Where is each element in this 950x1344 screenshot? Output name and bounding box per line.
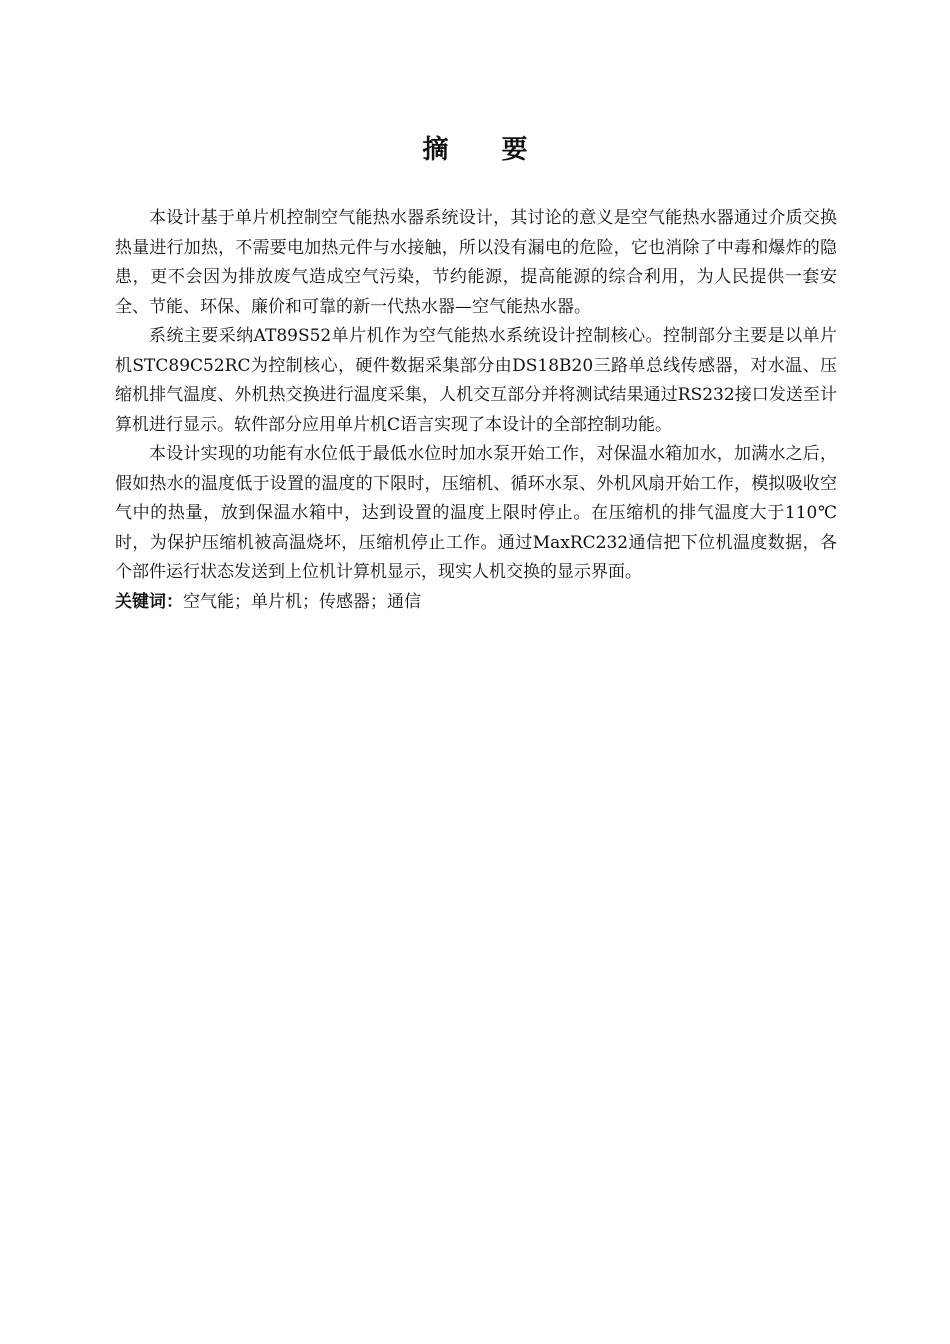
keywords-label: 关键词：	[115, 591, 183, 612]
abstract-title: 摘 要	[422, 135, 550, 165]
abstract-paragraph-2: 系统主要采纳AT89S52单片机作为空气能热水系统设计控制核心。控制部分主要是以单片机STC89C52RC为控制核心，硬件数据采集部分由DS18B20三路单总线传感器，对水温、压缩机排气温度、外机热交换进行温度采集，人机交互部分并将测试结果通过RS232接口发送至计算机进行显示。软件部分应用单片机C语言实现了本设计的全部控制功能。	[115, 326, 837, 435]
abstract-body	[115, 204, 837, 617]
keywords-line	[115, 588, 837, 618]
abstract-paragraph-1: 本设计基于单片机控制空气能热水器系统设计，其讨论的意义是空气能热水器通过介质交换热量进行加热，不需要电加热元件与水接触，所以没有漏电的危险，它也消除了中毒和爆炸的隐患，更不会因为排放废气造成空气污染，节约能源，提高能源的综合利用，为人民提供一套安全、节能、环保、廉价和可靠的新一代热水器—空气能热水器。	[115, 208, 837, 317]
abstract-paragraph-3: 本设计实现的功能有水位低于最低水位时加水泵开始工作，对保温水箱加水，加满水之后，假如热水的温度低于设置的温度的下限时，压缩机、循环水泵、外机风扇开始工作，模拟吸收空气中的热量，放到保温水箱中，达到设置的温度上限时停止。在压缩机的排气温度大于110℃时，为保护压缩机被高温烧坏，压缩机停止工作。通过MaxRC232通信把下位机温度数据，各个部件运行状态发送到上位机计算机显示，现实人机交换的显示界面。	[115, 444, 837, 582]
keywords-value: 空气能；单片机；传感器；通信	[183, 591, 421, 612]
